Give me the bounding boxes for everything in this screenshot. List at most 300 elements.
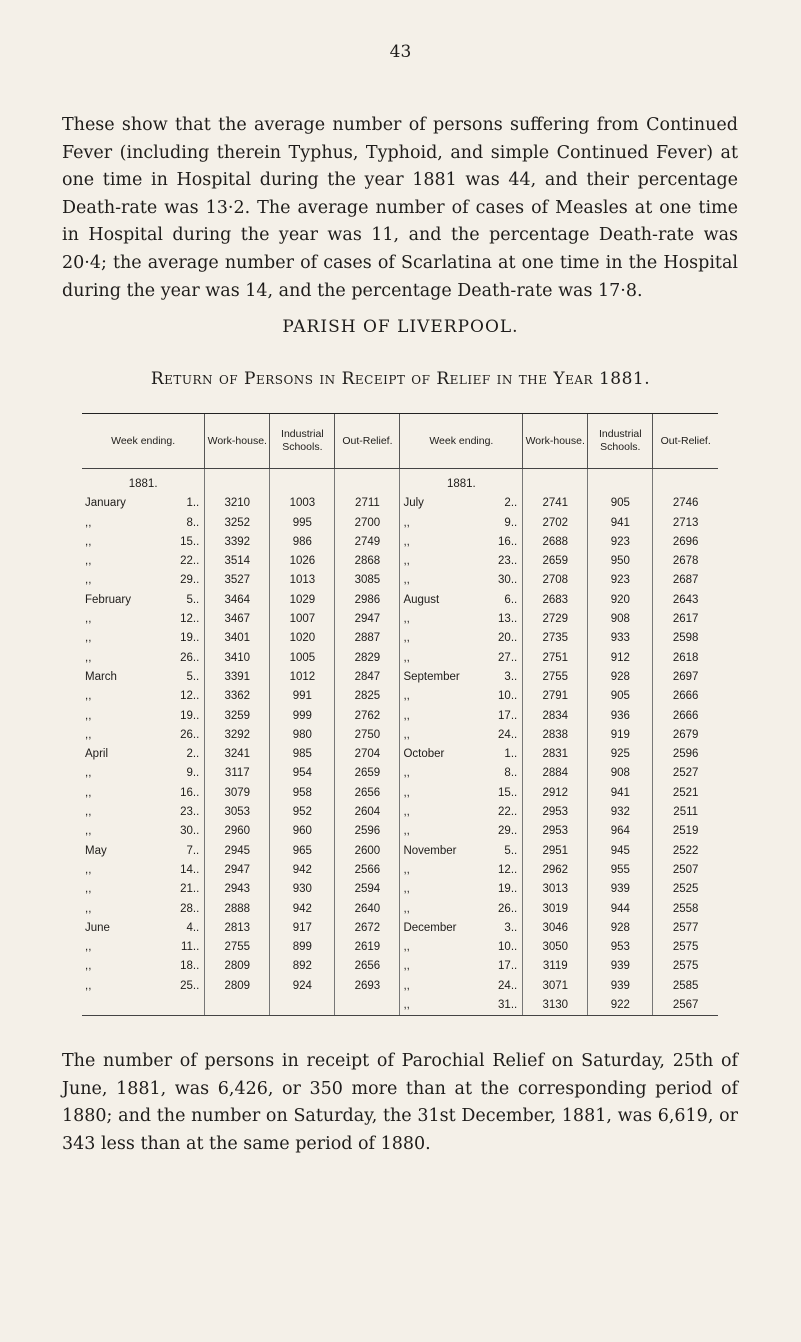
table-row [82, 571, 718, 590]
out-relief-cell: 2617 [653, 610, 718, 629]
week-day: 19.. [180, 632, 200, 645]
workhouse-cell: 3391 [205, 668, 270, 687]
workhouse-cell: 2809 [205, 957, 270, 976]
table-row [82, 649, 718, 668]
outro-paragraph: The number of persons in receipt of Parochial Relief on Saturday, 25th of June, 1881, was 6,426, or 350 more than at the corresponding period of 1880; and the number on Saturday, the 31st December, 1881, was 6,619, or 343 less than at the same period of 1880. [62, 1051, 738, 1154]
week-month: ,, [403, 632, 410, 645]
out-relief-cell: 2619 [335, 938, 400, 957]
workhouse-cell: 3050 [523, 938, 588, 957]
week-month: ,, [403, 825, 410, 838]
week-month: ,, [85, 806, 92, 819]
table-row [82, 514, 718, 533]
industrial-cell: 985 [270, 745, 335, 764]
industrial-cell: 986 [270, 533, 335, 552]
out-relief-cell: 2643 [653, 591, 718, 610]
week-ending-cell [400, 494, 523, 513]
week-day: 8.. [186, 516, 200, 529]
workhouse-cell: 3013 [523, 880, 588, 899]
week-ending-cell [400, 745, 523, 764]
week-ending-cell [400, 629, 523, 648]
week-ending-cell [82, 649, 205, 668]
out-relief-cell: 2618 [653, 649, 718, 668]
week-ending-cell [82, 784, 205, 803]
industrial-cell: 925 [588, 745, 653, 764]
header-industrial-schools-right: Industrial Schools. [588, 414, 653, 469]
out-relief-cell: 2585 [653, 977, 718, 996]
industrial-cell: 920 [588, 591, 653, 610]
week-day: 1.. [186, 497, 200, 510]
out-relief-cell: 2762 [335, 707, 400, 726]
out-relief-cell: 2696 [653, 533, 718, 552]
industrial-cell: 917 [270, 919, 335, 938]
workhouse-cell: 3053 [205, 803, 270, 822]
out-relief-cell: 2594 [335, 880, 400, 899]
week-ending-cell [400, 900, 523, 919]
workhouse-cell: 2943 [205, 880, 270, 899]
week-ending-cell [400, 552, 523, 571]
industrial-cell: 936 [588, 707, 653, 726]
week-ending-cell [82, 938, 205, 957]
week-day: 30.. [180, 825, 200, 838]
week-ending-cell [82, 668, 205, 687]
year-row [82, 469, 718, 495]
week-ending-cell [82, 514, 205, 533]
week-day: 23.. [180, 806, 200, 819]
week-ending-cell [82, 919, 205, 938]
industrial-cell: 1026 [270, 552, 335, 571]
workhouse-cell: 3019 [523, 900, 588, 919]
week-ending-cell [82, 687, 205, 706]
week-day: 28.. [180, 902, 200, 915]
out-relief-cell: 2678 [653, 552, 718, 571]
workhouse-cell: 2945 [205, 842, 270, 861]
week-month: ,, [85, 902, 92, 915]
intro-paragraph: These show that the average number of persons suffering from Continued Fever (including therein Typhus, Typhoid, and simple Continued Fever) at one time in Hospital during the year 1881 was 44, and their percentage Death-rate was 13·2. The average number of cases of Measles at one time in Hospital during the year was 11, and the percentage Death-rate was 20·4; the average number of cases of Scarlatina at one time in the Hospital during the year was 14, and the percentage Death-rate was 17·8. [62, 115, 738, 301]
week-day: 21.. [180, 883, 200, 896]
week-ending-cell [82, 957, 205, 976]
table-row [82, 764, 718, 783]
header-workhouse-left: Work-house. [205, 414, 270, 469]
week-day: 18.. [180, 960, 200, 973]
industrial-cell: 960 [270, 822, 335, 841]
week-ending-cell [82, 591, 205, 610]
out-relief-cell: 2598 [653, 629, 718, 648]
out-relief-cell: 2567 [653, 996, 718, 1016]
week-month: November [403, 844, 457, 857]
week-month: ,, [403, 651, 410, 664]
week-month: ,, [403, 883, 410, 896]
week-day: 31.. [498, 999, 518, 1012]
industrial-cell: 919 [588, 726, 653, 745]
week-day: 24.. [498, 979, 518, 992]
out-relief-cell: 2596 [335, 822, 400, 841]
week-ending-cell [82, 977, 205, 996]
week-ending-cell [400, 591, 523, 610]
week-ending-cell [400, 610, 523, 629]
workhouse-cell: 3130 [523, 996, 588, 1016]
week-ending-cell [82, 629, 205, 648]
week-day: 15.. [498, 786, 518, 799]
table-row [82, 861, 718, 880]
out-relief-cell: 2596 [653, 745, 718, 764]
week-day: 15.. [180, 535, 200, 548]
week-month: ,, [85, 941, 92, 954]
week-month: ,, [403, 690, 410, 703]
table-row [82, 938, 718, 957]
year-label-left: 1881. [128, 478, 158, 490]
week-month: April [85, 748, 109, 761]
table-row [82, 822, 718, 841]
week-month: August [403, 593, 440, 606]
workhouse-cell: 2884 [523, 764, 588, 783]
week-day: 12.. [180, 613, 200, 626]
table-row [82, 668, 718, 687]
industrial-cell: 953 [588, 938, 653, 957]
week-month: ,, [85, 883, 92, 896]
week-day: 22.. [498, 806, 518, 819]
week-month: ,, [403, 709, 410, 722]
out-relief-cell: 2986 [335, 591, 400, 610]
week-day: 3.. [504, 670, 518, 683]
workhouse-cell: 2809 [205, 977, 270, 996]
week-ending-cell [82, 552, 205, 571]
industrial-cell: 1020 [270, 629, 335, 648]
table-row [82, 842, 718, 861]
out-relief-cell [335, 996, 400, 1016]
week-month: ,, [85, 574, 92, 587]
parish-title: PARISH OF LIVERPOOL. [282, 317, 519, 337]
week-month: ,, [85, 728, 92, 741]
workhouse-cell: 2834 [523, 707, 588, 726]
week-ending-cell [400, 726, 523, 745]
table-header-row [82, 414, 718, 469]
week-day: 19.. [180, 709, 200, 722]
week-month: ,, [85, 555, 92, 568]
industrial-cell: 924 [270, 977, 335, 996]
week-month: February [85, 593, 132, 606]
out-relief-cell: 2713 [653, 514, 718, 533]
out-relief-cell: 2693 [335, 977, 400, 996]
week-month: ,, [85, 535, 92, 548]
out-relief-cell: 2656 [335, 784, 400, 803]
out-relief-cell: 2566 [335, 861, 400, 880]
workhouse-cell: 3514 [205, 552, 270, 571]
workhouse-cell: 3467 [205, 610, 270, 629]
industrial-cell: 964 [588, 822, 653, 841]
out-relief-cell: 2575 [653, 957, 718, 976]
year-label-right: 1881. [400, 469, 523, 495]
out-relief-cell: 2750 [335, 726, 400, 745]
week-day: 10.. [498, 690, 518, 703]
week-day: 4.. [186, 921, 200, 934]
industrial-cell: 908 [588, 610, 653, 629]
out-relief-cell: 2519 [653, 822, 718, 841]
table-row [82, 977, 718, 996]
week-month: ,, [403, 767, 410, 780]
table-row [82, 629, 718, 648]
industrial-cell: 1029 [270, 591, 335, 610]
workhouse-cell: 2912 [523, 784, 588, 803]
out-relief-cell: 2700 [335, 514, 400, 533]
week-ending-cell [82, 803, 205, 822]
out-relief-cell: 2829 [335, 649, 400, 668]
week-day: 16.. [180, 786, 200, 799]
week-day: 12.. [180, 690, 200, 703]
week-month: ,, [85, 786, 92, 799]
industrial-cell: 945 [588, 842, 653, 861]
week-ending-cell [400, 842, 523, 861]
week-ending-cell [400, 996, 523, 1016]
out-relief-cell: 2666 [653, 707, 718, 726]
header-week-ending-right: Week ending. [400, 414, 523, 469]
week-month: ,, [85, 516, 92, 529]
week-day: 17.. [498, 960, 518, 973]
table-row [82, 552, 718, 571]
workhouse-cell: 2708 [523, 571, 588, 590]
industrial-cell: 944 [588, 900, 653, 919]
week-month: ,, [85, 863, 92, 876]
week-month: ,, [85, 979, 92, 992]
week-ending-cell [400, 533, 523, 552]
header-out-relief-right: Out-Relief. [653, 414, 718, 469]
week-month: October [403, 748, 445, 761]
week-month: ,, [403, 555, 410, 568]
out-relief-cell: 2525 [653, 880, 718, 899]
workhouse-cell: 2953 [523, 822, 588, 841]
out-relief-cell: 2687 [653, 571, 718, 590]
week-month: ,, [85, 709, 92, 722]
week-ending-cell [400, 649, 523, 668]
week-day: 20.. [498, 632, 518, 645]
week-ending-cell [82, 822, 205, 841]
out-relief-cell: 2704 [335, 745, 400, 764]
week-day: 25.. [180, 979, 200, 992]
workhouse-cell: 2960 [205, 822, 270, 841]
workhouse-cell: 3259 [205, 707, 270, 726]
workhouse-cell: 3410 [205, 649, 270, 668]
workhouse-cell: 2791 [523, 687, 588, 706]
workhouse-cell: 3117 [205, 764, 270, 783]
out-relief-cell: 2711 [335, 494, 400, 513]
table-row [82, 533, 718, 552]
workhouse-cell: 2953 [523, 803, 588, 822]
industrial-cell: 922 [588, 996, 653, 1016]
industrial-cell: 1013 [270, 571, 335, 590]
week-day: 27.. [498, 651, 518, 664]
industrial-cell: 933 [588, 629, 653, 648]
relief-returns-table [82, 413, 718, 1016]
workhouse-cell: 2951 [523, 842, 588, 861]
workhouse-cell: 2962 [523, 861, 588, 880]
week-ending-cell [82, 726, 205, 745]
workhouse-cell: 3119 [523, 957, 588, 976]
industrial-cell: 930 [270, 880, 335, 899]
week-month: ,, [403, 613, 410, 626]
out-relief-cell: 2659 [335, 764, 400, 783]
week-day: 22.. [180, 555, 200, 568]
workhouse-cell: 2688 [523, 533, 588, 552]
out-relief-cell: 2640 [335, 900, 400, 919]
workhouse-cell: 2813 [205, 919, 270, 938]
week-ending-cell [400, 861, 523, 880]
header-industrial-schools-left: Industrial Schools. [270, 414, 335, 469]
industrial-cell: 941 [588, 514, 653, 533]
industrial-cell: 952 [270, 803, 335, 822]
industrial-cell: 923 [588, 571, 653, 590]
out-relief-cell: 2558 [653, 900, 718, 919]
industrial-cell: 899 [270, 938, 335, 957]
week-day: 26.. [180, 651, 200, 664]
table-row [82, 996, 718, 1016]
week-ending-cell [400, 687, 523, 706]
workhouse-cell: 2741 [523, 494, 588, 513]
week-ending-cell [82, 494, 205, 513]
week-ending-cell [400, 977, 523, 996]
week-month: June [85, 921, 110, 934]
industrial-cell: 908 [588, 764, 653, 783]
out-relief-cell: 2521 [653, 784, 718, 803]
industrial-cell: 1012 [270, 668, 335, 687]
week-day: 5.. [186, 593, 200, 606]
week-month: ,, [403, 902, 410, 915]
industrial-cell: 980 [270, 726, 335, 745]
table-row [82, 784, 718, 803]
week-day: 26.. [180, 728, 200, 741]
week-day: 11.. [180, 941, 200, 954]
week-month: ,, [85, 613, 92, 626]
week-ending-cell [400, 571, 523, 590]
workhouse-cell: 3252 [205, 514, 270, 533]
out-relief-cell: 2825 [335, 687, 400, 706]
week-ending-cell [82, 610, 205, 629]
out-relief-cell: 2577 [653, 919, 718, 938]
industrial-cell [270, 996, 335, 1016]
table-row [82, 919, 718, 938]
week-month: ,, [403, 863, 410, 876]
industrial-cell: 942 [270, 861, 335, 880]
table-row [82, 726, 718, 745]
out-relief-cell: 2507 [653, 861, 718, 880]
week-month: ,, [85, 960, 92, 973]
week-day: 9.. [504, 516, 518, 529]
week-day: 24.. [498, 728, 518, 741]
workhouse-cell: 3079 [205, 784, 270, 803]
workhouse-cell: 2729 [523, 610, 588, 629]
week-ending-cell [400, 957, 523, 976]
industrial-cell: 999 [270, 707, 335, 726]
week-month: ,, [403, 960, 410, 973]
industrial-cell: 1003 [270, 494, 335, 513]
week-ending-cell [400, 822, 523, 841]
industrial-cell: 928 [588, 919, 653, 938]
out-relief-cell: 2847 [335, 668, 400, 687]
week-day: 7.. [186, 844, 200, 857]
out-relief-cell: 2604 [335, 803, 400, 822]
table-row [82, 707, 718, 726]
industrial-cell: 923 [588, 533, 653, 552]
workhouse-cell: 2735 [523, 629, 588, 648]
week-day: 29.. [498, 825, 518, 838]
out-relief-cell: 2746 [653, 494, 718, 513]
workhouse-cell: 3392 [205, 533, 270, 552]
table-row [82, 957, 718, 976]
week-month: March [85, 670, 117, 683]
week-day: 30.. [498, 574, 518, 587]
workhouse-cell: 2755 [523, 668, 588, 687]
industrial-cell: 991 [270, 687, 335, 706]
out-relief-cell: 2749 [335, 533, 400, 552]
week-day: 8.. [504, 767, 518, 780]
out-relief-cell: 2666 [653, 687, 718, 706]
week-day: 29.. [180, 574, 200, 587]
industrial-cell: 995 [270, 514, 335, 533]
week-day: 13.. [498, 613, 518, 626]
week-day: 1.. [504, 748, 518, 761]
week-month: ,, [403, 535, 410, 548]
week-month: ,, [85, 690, 92, 703]
week-month: ,, [403, 999, 410, 1012]
table-row [82, 880, 718, 899]
workhouse-cell [205, 996, 270, 1016]
week-day: 16.. [498, 535, 518, 548]
industrial-cell: 928 [588, 668, 653, 687]
week-ending-cell [400, 919, 523, 938]
week-ending-cell [82, 996, 205, 1016]
week-month: ,, [403, 728, 410, 741]
week-day: 9.. [186, 767, 200, 780]
week-month: ,, [85, 767, 92, 780]
workhouse-cell: 3292 [205, 726, 270, 745]
week-month: ,, [403, 786, 410, 799]
out-relief-cell: 2527 [653, 764, 718, 783]
header-out-relief-left: Out-Relief. [335, 414, 400, 469]
industrial-cell: 939 [588, 957, 653, 976]
week-month: September [403, 670, 460, 683]
page-number: 43 [389, 42, 412, 62]
workhouse-cell: 3241 [205, 745, 270, 764]
week-day: 17.. [498, 709, 518, 722]
week-ending-cell [82, 745, 205, 764]
industrial-cell: 942 [270, 900, 335, 919]
week-ending-cell [82, 707, 205, 726]
workhouse-cell: 3464 [205, 591, 270, 610]
week-day: 6.. [504, 593, 518, 606]
out-relief-cell: 3085 [335, 571, 400, 590]
week-day: 5.. [504, 844, 518, 857]
workhouse-cell: 3362 [205, 687, 270, 706]
industrial-cell: 955 [588, 861, 653, 880]
week-ending-cell [400, 938, 523, 957]
week-day: 12.. [498, 863, 518, 876]
out-relief-cell: 2672 [335, 919, 400, 938]
week-ending-cell [82, 533, 205, 552]
industrial-cell: 905 [588, 687, 653, 706]
workhouse-cell: 2947 [205, 861, 270, 880]
week-month: January [85, 497, 126, 510]
week-month: ,, [85, 825, 92, 838]
week-ending-cell [82, 842, 205, 861]
week-day: 23.. [498, 555, 518, 568]
week-ending-cell [400, 880, 523, 899]
table-row [82, 900, 718, 919]
week-month: December [403, 921, 457, 934]
out-relief-cell: 2947 [335, 610, 400, 629]
table-row [82, 610, 718, 629]
table-body [82, 469, 718, 1016]
workhouse-cell: 3210 [205, 494, 270, 513]
week-month: ,, [85, 651, 92, 664]
workhouse-cell: 2838 [523, 726, 588, 745]
